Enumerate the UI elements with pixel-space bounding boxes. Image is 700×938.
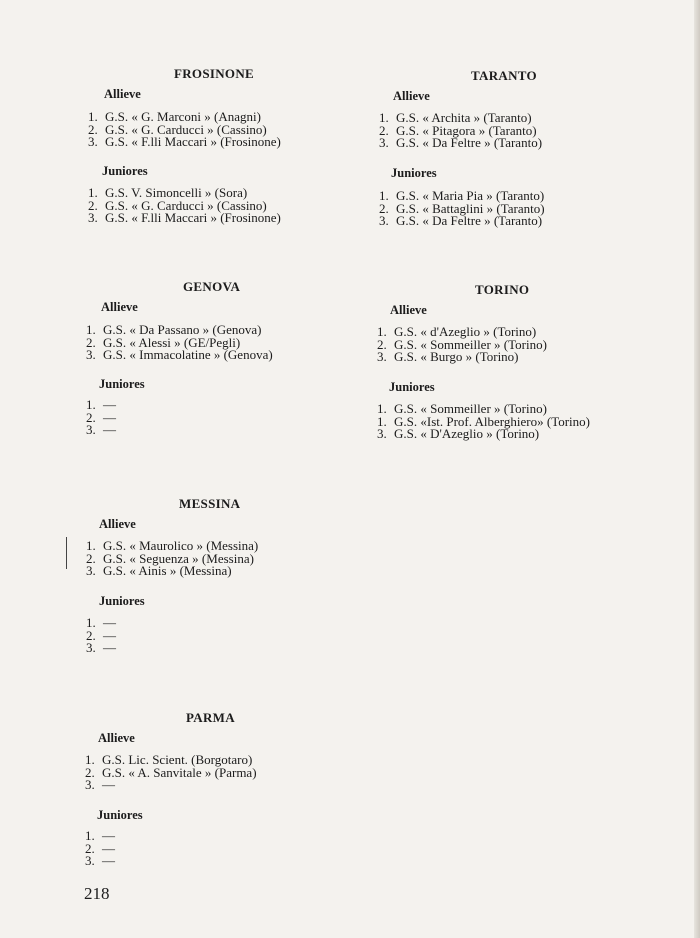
juniores-list [86,399,116,437]
juniores-list [86,617,116,655]
item-text: G.S. « F.lli Maccari » (Frosinone) [105,134,281,149]
item-number: 3. [88,210,98,225]
item-number: 3. [86,347,96,362]
item-text: G.S. « G. Carducci » (Cassino) [105,197,267,213]
allieve-heading: Allieve [104,87,141,101]
item-text: G.S. « d'Azeglio » (Torino) [394,324,537,339]
city-heading: MESSINA [179,496,241,511]
item-number: 3. [377,426,387,441]
item-text: G.S. « Maurolico » (Messina) [103,538,259,553]
item-number: 3. [379,135,389,150]
juniores-heading: Juniores [99,594,145,608]
item-number: 1. [377,413,387,429]
item-number: 3. [85,853,95,868]
item-text: G.S. « Pitagora » (Taranto) [396,122,537,138]
city-heading: GENOVA [183,279,241,294]
item-text: G.S. « Sommeiller » (Torino) [394,336,547,352]
item-number: 1. [86,538,96,553]
item-text: — [103,615,116,630]
item-text: G.S. « Da Passano » (Genova) [103,322,262,337]
item-number: 1. [88,185,98,200]
item-text: G.S. « Battaglini » (Taranto) [396,200,545,216]
allieve-heading: Allieve [390,303,427,317]
item-text: — [102,840,115,856]
item-number: 1. [377,324,387,339]
juniores-list [85,830,115,868]
item-number: 2. [86,334,96,350]
item-text: — [103,627,116,643]
item-text: — [103,640,116,655]
list-item [379,215,545,228]
item-text: G.S. « Da Feltre » (Taranto) [396,135,543,150]
item-text: G.S. « Da Feltre » (Taranto) [396,213,543,228]
allieve-list [88,111,281,149]
item-number: 3. [86,640,96,655]
item-text: — [102,853,115,868]
item-text: G.S. «Ist. Prof. Alberghiero» (Torino) [394,413,590,429]
juniores-list [88,187,281,225]
list-item [88,212,281,225]
list-item [86,424,116,437]
item-number: 1. [88,109,98,124]
item-number: 1. [85,752,95,767]
list-item [377,428,590,441]
item-number: 1. [86,397,96,412]
item-number: 1. [379,188,389,203]
item-number: 2. [88,121,98,137]
item-number: 3. [86,422,96,437]
list-item [379,137,542,150]
item-text: G.S. « Immacolatine » (Genova) [103,347,273,362]
item-number: 1. [379,110,389,125]
item-text: G.S. « Burgo » (Torino) [394,349,519,364]
item-number: 2. [85,840,95,856]
item-number: 3. [88,134,98,149]
allieve-heading: Allieve [101,300,138,314]
juniores-list [379,190,545,228]
item-text: — [102,777,115,792]
list-item [86,349,273,362]
item-text: G.S. « Archita » (Taranto) [396,110,532,125]
item-number: 2. [377,336,387,352]
allieve-heading: Allieve [99,517,136,531]
item-number: 2. [86,550,96,566]
item-text: — [103,397,116,412]
item-number: 1. [377,401,387,416]
item-number: 2. [379,200,389,216]
list-item [85,779,257,792]
allieve-list [86,324,273,362]
juniores-heading: Juniores [391,166,437,180]
allieve-list [379,112,542,150]
item-number: 2. [88,197,98,213]
juniores-heading: Juniores [99,377,145,391]
item-text: G.S. « Alessi » (GE/Pegli) [103,334,241,350]
item-number: 3. [377,349,387,364]
list-item [88,136,281,149]
allieve-list [86,540,258,578]
list-item [85,855,115,868]
item-text: — [102,828,115,843]
item-text: — [103,409,116,425]
juniores-heading: Juniores [389,380,435,394]
item-number: 2. [85,764,95,780]
page-edge-shadow [694,0,700,938]
margin-mark [66,537,67,569]
item-text: G.S. « Sommeiller » (Torino) [394,401,547,416]
item-number: 2. [86,409,96,425]
item-number: 1. [86,322,96,337]
juniores-list [377,403,590,441]
item-number: 3. [86,563,96,578]
city-heading: FROSINONE [174,66,254,81]
allieve-heading: Allieve [98,731,135,745]
city-heading: TORINO [475,282,530,297]
item-text: G.S. « Maria Pia » (Taranto) [396,188,545,203]
item-text: G.S. « A. Sanvitale » (Parma) [102,764,257,780]
item-text: G.S. « F.lli Maccari » (Frosinone) [105,210,281,225]
allieve-list [377,326,547,364]
item-text: — [103,422,116,437]
city-heading: TARANTO [471,68,537,83]
item-text: G.S. « G. Carducci » (Cassino) [105,121,267,137]
item-number: 3. [85,777,95,792]
item-text: G.S. Lic. Scient. (Borgotaro) [102,752,253,767]
list-item [377,351,547,364]
list-item [86,642,116,655]
juniores-heading: Juniores [97,808,143,822]
item-number: 1. [86,615,96,630]
item-text: G.S. « G. Marconi » (Anagni) [105,109,261,124]
list-item [86,565,258,578]
city-heading: PARMA [186,710,235,725]
item-number: 3. [379,213,389,228]
page-number: 218 [84,884,110,903]
item-text: G.S. V. Simoncelli » (Sora) [105,185,248,200]
item-text: G.S. « D'Azeglio » (Torino) [394,426,540,441]
item-number: 1. [85,828,95,843]
item-text: G.S. « Seguenza » (Messina) [103,550,254,566]
item-number: 2. [86,627,96,643]
item-text: G.S. « Ainis » (Messina) [103,563,232,578]
item-number: 2. [379,122,389,138]
allieve-list [85,754,257,792]
allieve-heading: Allieve [393,89,430,103]
juniores-heading: Juniores [102,164,148,178]
